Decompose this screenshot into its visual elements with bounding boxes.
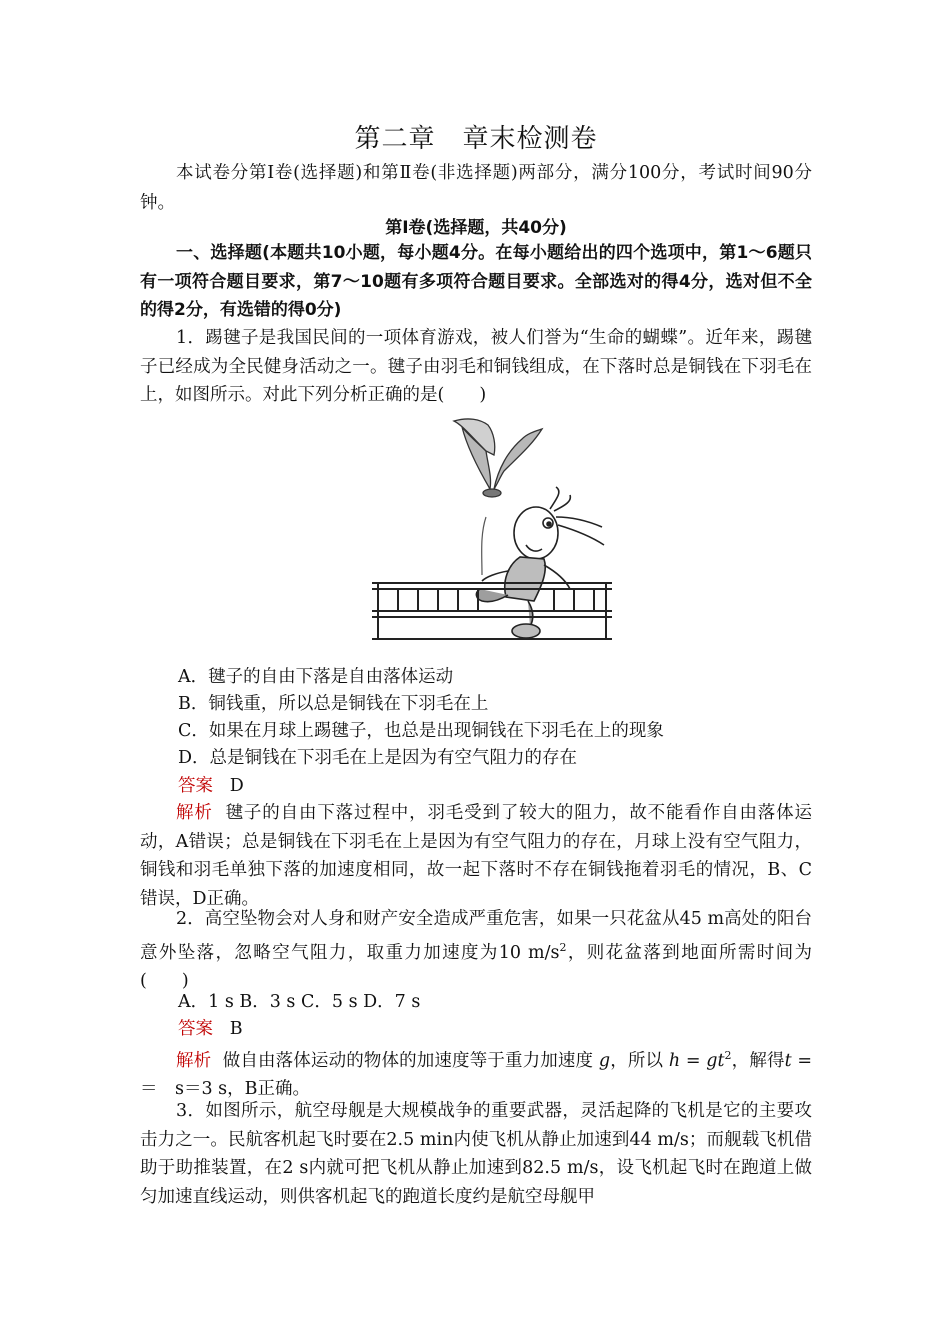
q1-option-b: B．铜钱重，所以总是铜钱在下羽毛在上 bbox=[178, 694, 489, 714]
var-gt: gt bbox=[706, 1050, 725, 1071]
q2-analysis bbox=[140, 1042, 812, 1104]
q2-analysis-c: ，解得 bbox=[731, 1050, 785, 1071]
q2-stem-b: ，则花盆落到地面所需时间为( ) bbox=[140, 942, 812, 991]
q1-answer-row bbox=[178, 771, 244, 801]
q1-stem: 1．踢毽子是我国民间的一项体育游戏，被人们誉为“生命的蝴蝶”。近年来，踢毽子已经成为全民健身活动之一。毽子由羽毛和铜钱组成，在下落时总是铜钱在下羽毛在上，如图所示。对此下列分析正确的是( ) bbox=[140, 328, 812, 405]
q1-analysis-text: 毽子的自由下落过程中，羽毛受到了较大的阻力，故不能看作自由落体运动，A错误；总是铜钱在下羽毛在上是因为有空气阻力的存在，月球上没有空气阻力，铜钱和羽毛单独下落的加速度相同，故一起下落时不存在铜钱拖着羽毛的情况，B、C错误，D正确。 bbox=[140, 803, 813, 909]
q1-option-a: A．毽子的自由下落是自由落体运动 bbox=[178, 667, 454, 687]
var-g: g bbox=[598, 1050, 611, 1071]
q2-stem-sup: 2 bbox=[559, 940, 567, 954]
shuttlecock-kicking-figure bbox=[358, 405, 628, 655]
section-title: 第Ⅰ卷(选择题，共40分) bbox=[385, 218, 567, 238]
q1-answer: D bbox=[229, 776, 244, 796]
q2-analysis-d: = ＝ s＝3 s，B正确。 bbox=[140, 1050, 813, 1100]
var-t: t bbox=[784, 1050, 792, 1071]
q2-answer: B bbox=[229, 1019, 243, 1039]
sup-2: 2 bbox=[724, 1049, 732, 1062]
analysis-label: 解析 bbox=[176, 803, 213, 823]
answer-label: 答案 bbox=[178, 776, 213, 796]
page-title: 第二章 章末检测卷 bbox=[354, 124, 598, 154]
q2-answer-row bbox=[178, 1014, 243, 1044]
q2-options: A．1 s B．3 s C．5 s D．7 s bbox=[178, 992, 421, 1012]
q2-stem-a: 2．高空坠物会对人身和财产安全造成严重危害，如果一只花盆从45 m高处的阳台意外坠落，忽略空气阻力，取重力加速度为10 m/s bbox=[140, 909, 812, 963]
q3-stem: 3．如图所示，航空母舰是大规模战争的重要武器，灵活起降的飞机是它的主要攻击力之一。民航客机起飞时要在2.5 min内使飞机从静止加速到44 m/s；而舰载飞机借助于助推装置，在2 s内就可把飞机从静止加速到82.5 m/s，设飞机起飞时在跑道上做匀加速直线运动，则供客机起飞的跑道长度约是航空母舰甲 bbox=[140, 1101, 812, 1207]
eq-mid: = bbox=[680, 1050, 707, 1071]
q2-analysis-b: ，所以 bbox=[610, 1050, 664, 1071]
intro-paragraph: 本试卷分第Ⅰ卷(选择题)和第Ⅱ卷(非选择题)两部分，满分100分，考试时间90分钟。 bbox=[140, 163, 812, 213]
q1-option-d: D．总是铜钱在下羽毛在上是因为有空气阻力的存在 bbox=[178, 748, 578, 768]
var-h: h bbox=[668, 1050, 681, 1071]
answer-label: 答案 bbox=[178, 1019, 213, 1039]
q2-analysis-a: 做自由落体运动的物体的加速度等于重力加速度 bbox=[222, 1050, 594, 1071]
q2-stem bbox=[140, 905, 812, 995]
part-header: 一、选择题(本题共10小题，每小题4分。在每小题给出的四个选项中，第1～6题只有一项符合题目要求，第7～10题有多项符合题目要求。全部选对的得4分，选对但不全的得2分，有选错的得0分) bbox=[140, 243, 812, 320]
analysis-label: 解析 bbox=[176, 1050, 212, 1071]
q1-option-c: C．如果在月球上踢毽子，也总是出现铜钱在下羽毛在上的现象 bbox=[178, 721, 664, 741]
q1-analysis bbox=[140, 799, 812, 913]
